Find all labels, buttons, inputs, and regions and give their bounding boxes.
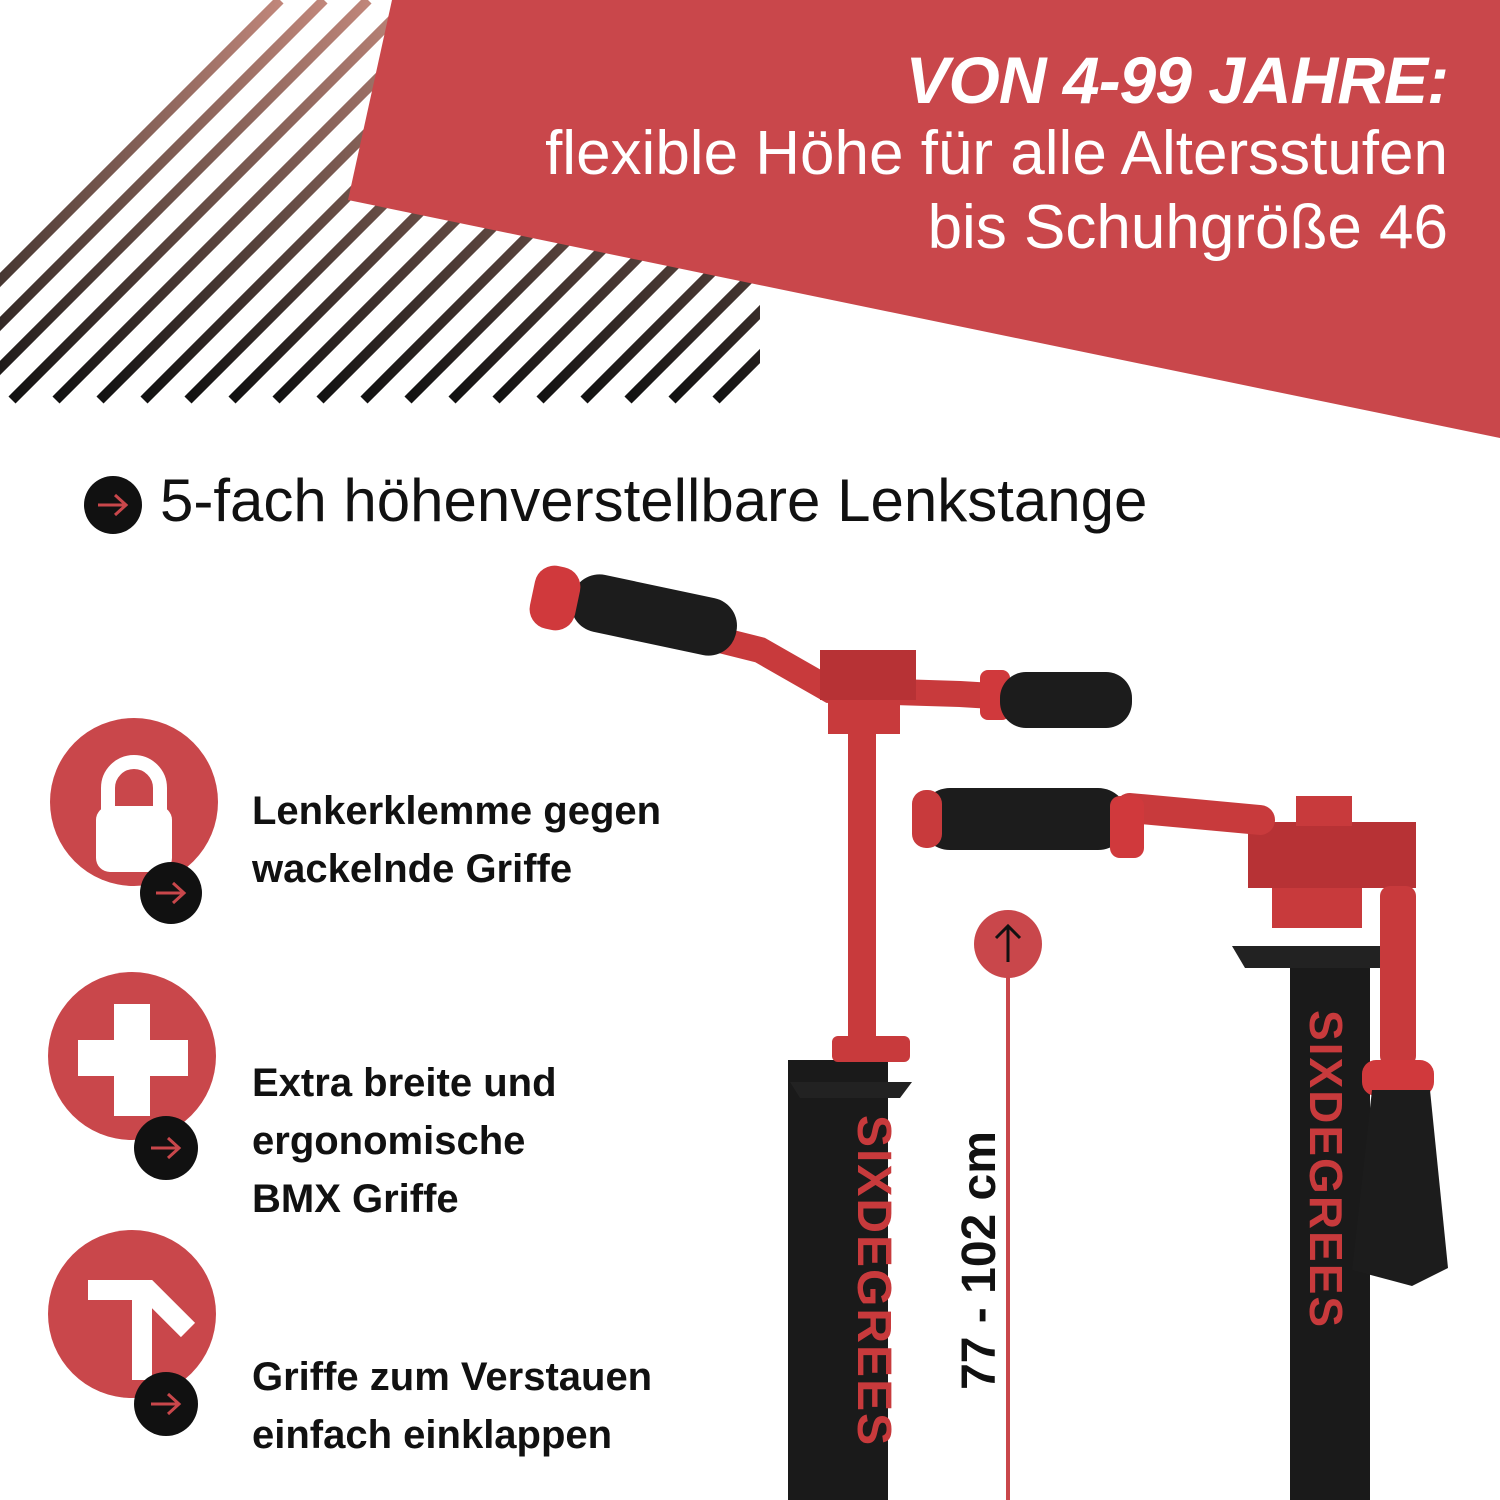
feature-line: Lenkerklemme gegen bbox=[252, 789, 662, 833]
arrow-right-icon bbox=[134, 1116, 198, 1180]
feature-line: BMX Griffe bbox=[252, 1177, 459, 1221]
arrow-right-icon bbox=[84, 476, 142, 534]
feature-line: ergonomische bbox=[252, 1119, 526, 1163]
brand-text-left: SIXDEGREES bbox=[847, 1115, 900, 1448]
subheading: 5-fach höhenverstellbare Lenkstange bbox=[160, 467, 1148, 534]
feature-line: wackelnde Griffe bbox=[252, 847, 573, 891]
arrow-right-icon bbox=[134, 1372, 198, 1436]
feature-line: Griffe zum Verstauen bbox=[252, 1355, 653, 1399]
fold-feature-circle bbox=[48, 1230, 216, 1398]
feature-lock-text bbox=[252, 782, 661, 898]
feature-line: einfach einklappen bbox=[252, 1413, 613, 1457]
headline-age-range: VON 4-99 JAHRE: bbox=[905, 43, 1448, 117]
height-measurement bbox=[944, 1060, 1014, 1460]
plus-feature-circle bbox=[48, 972, 216, 1140]
feature-grips-text bbox=[252, 1054, 557, 1228]
height-range-label: 77 - 102 cm bbox=[952, 1130, 1006, 1390]
headline-shoe-size: bis Schuhgröße 46 bbox=[927, 193, 1448, 262]
feature-line: Extra breite und bbox=[252, 1061, 557, 1105]
brand-text-right: SIXDEGREES bbox=[1300, 1010, 1352, 1330]
fold-arrow-icon bbox=[48, 1230, 216, 1398]
feature-fold-text bbox=[252, 1348, 652, 1464]
lock-icon bbox=[50, 718, 218, 886]
arrow-right-icon bbox=[140, 862, 202, 924]
headline-flexible-height: flexible Höhe für alle Altersstufen bbox=[545, 119, 1448, 188]
lock-feature-circle bbox=[50, 718, 218, 886]
plus-icon bbox=[48, 972, 216, 1140]
